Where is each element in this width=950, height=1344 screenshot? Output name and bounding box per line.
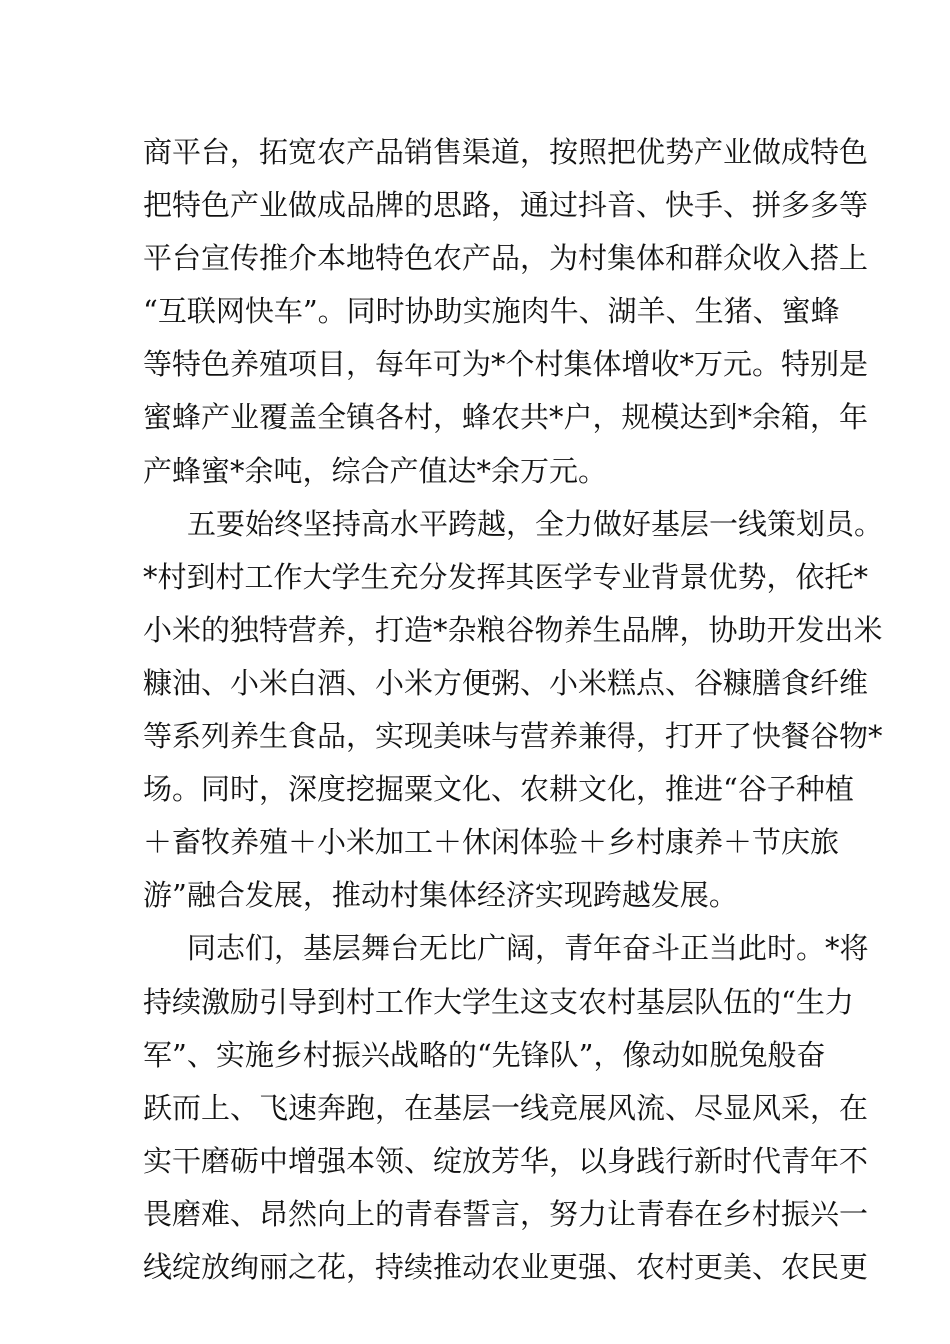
text-line: *村到村工作大学生充分发挥其医学专业背景优势，依托* [143,559,869,594]
text-line: 等系列养生食品，实现美味与营养兼得，打开了快餐谷物* [143,719,883,754]
text-line: 蜜蜂产业覆盖全镇各村，蜂农共*户，规模达到*余箱，年 [143,400,869,435]
paragraph-first-line: 同志们，基层舞台无比广阔，青年奋斗正当此时。*将 [187,931,869,966]
text-line: ＋畜牧养殖＋小米加工＋休闲体验＋乡村康养＋节庆旅 [143,825,840,860]
document-body [143,126,884,1294]
text-line: 糠油、小米白酒、小米方便粥、小米糕点、谷糠膳食纤维 [143,665,869,700]
text-line: 实干磨砺中增强本领、绽放芳华，以身践行新时代青年不 [143,1143,869,1178]
text-line: 畏磨难、昂然向上的青春誓言，努力让青春在乡村振兴一 [143,1196,869,1231]
paragraph-first-line: 五要始终坚持高水平跨越，全力做好基层一线策划员。 [187,506,884,541]
text-line: 把特色产业做成品牌的思路，通过抖音、快手、拼多多等 [143,188,869,223]
text-line: 跃而上、飞速奔跑，在基层一线竞展风流、尽显风采，在 [143,1090,869,1125]
text-line: “互联网快车”。同时协助实施肉牛、湖羊、生猪、蜜蜂 [143,294,840,329]
text-line: 小米的独特营养，打造*杂粮谷物养生品牌，协助开发出米 [143,612,883,647]
paragraph-end-line: 产蜂蜜*余吨，综合产值达*余万元。 [143,453,608,488]
text-line: 线绽放绚丽之花，持续推动农业更强、农村更美、农民更 [143,1249,869,1284]
text-line: 商平台，拓宽农产品销售渠道，按照把优势产业做成特色 [143,135,869,169]
text-line: 等特色养殖项目，每年可为*个村集体增收*万元。特别是 [143,347,869,382]
text-line: 场。同时，深度挖掘粟文化、农耕文化，推进“谷子种植 [143,772,854,807]
text-line: 持续激励引导到村工作大学生这支农村基层队伍的“生力 [143,984,854,1019]
text-line: 平台宣传推介本地特色农产品，为村集体和群众收入搭上 [143,241,869,276]
text-line: 军”、实施乡村振兴战略的“先锋队”，像动如脱兔般奋 [143,1037,826,1072]
paragraph-end-line: 游”融合发展，推动村集体经济实现跨越发展。 [143,878,738,913]
